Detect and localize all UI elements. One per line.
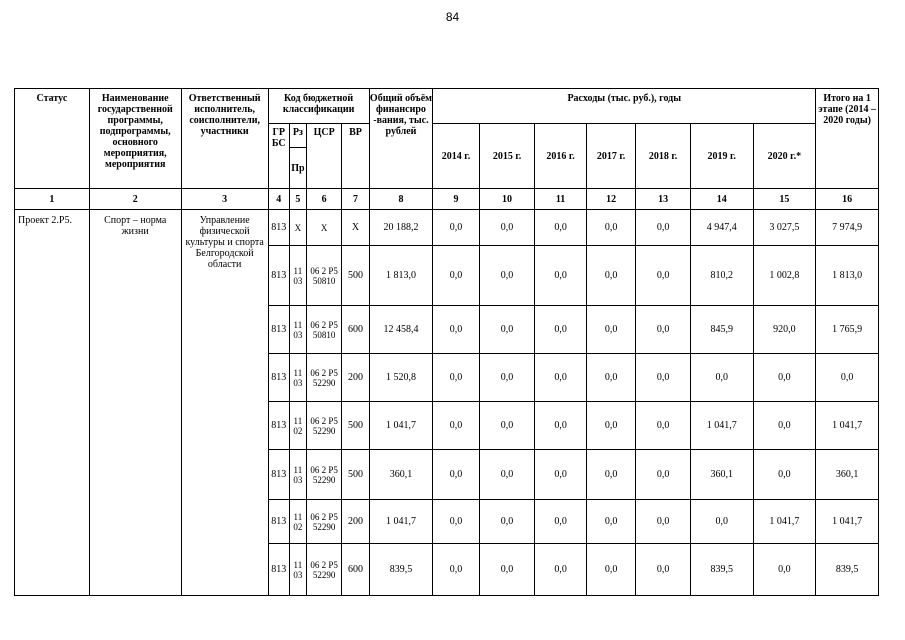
header-vr: ВР xyxy=(342,124,369,189)
cell-stage-total: 0,0 xyxy=(816,354,879,402)
cell-year-value: 0,0 xyxy=(535,500,587,544)
cell-rz-pr: 11 03 xyxy=(289,354,306,402)
header-csr: ЦСР xyxy=(306,124,341,189)
header-stage-total: Итого на 1 этапе (2014 – 2020 годы) xyxy=(816,89,879,189)
cell-year-value: 0,0 xyxy=(753,354,816,402)
cell-year-value: 0,0 xyxy=(636,246,691,306)
cell-year-value: 845,9 xyxy=(690,306,753,354)
cell-total: 1 520,8 xyxy=(369,354,433,402)
cell-year-value: 0,0 xyxy=(479,306,535,354)
cell-grbs: 813 xyxy=(268,246,289,306)
col-number: 10 xyxy=(479,189,535,210)
cell-year-value: 0,0 xyxy=(479,450,535,500)
cell-year-value: 0,0 xyxy=(433,544,479,596)
cell-year-value: 0,0 xyxy=(479,402,535,450)
col-number: 3 xyxy=(181,189,268,210)
cell-year-value: 0,0 xyxy=(535,306,587,354)
cell-total: 20 188,2 xyxy=(369,210,433,246)
col-number: 16 xyxy=(816,189,879,210)
col-number: 14 xyxy=(690,189,753,210)
cell-csr: 06 2 Р5 52290 xyxy=(306,402,341,450)
header-year-2018: 2018 г. xyxy=(636,124,691,189)
column-numbers-row xyxy=(15,189,879,210)
cell-year-value: 0,0 xyxy=(433,210,479,246)
cell-csr: 06 2 Р5 50810 xyxy=(306,306,341,354)
col-number: 1 xyxy=(15,189,90,210)
cell-rz-pr: 11 03 xyxy=(289,544,306,596)
cell-year-value: 0,0 xyxy=(690,500,753,544)
header-responsible: Ответственный исполнитель, соисполнители, участники xyxy=(181,89,268,189)
cell-vr: 500 xyxy=(342,450,369,500)
col-number: 7 xyxy=(342,189,369,210)
cell-stage-total: 1 813,0 xyxy=(816,246,879,306)
col-number: 6 xyxy=(306,189,341,210)
cell-year-value: 0,0 xyxy=(636,402,691,450)
cell-grbs: 813 xyxy=(268,354,289,402)
cell-csr: 06 2 Р5 52290 xyxy=(306,354,341,402)
cell-rz-pr: 11 03 xyxy=(289,306,306,354)
col-number: 5 xyxy=(289,189,306,210)
table-body xyxy=(15,210,879,596)
cell-csr: Х xyxy=(306,210,341,246)
cell-year-value: 0,0 xyxy=(586,544,636,596)
cell-total: 1 041,7 xyxy=(369,402,433,450)
col-number: 11 xyxy=(535,189,587,210)
budget-table xyxy=(14,88,879,596)
cell-grbs: 813 xyxy=(268,500,289,544)
cell-grbs: 813 xyxy=(268,210,289,246)
cell-year-value: 0,0 xyxy=(535,210,587,246)
cell-vr: 500 xyxy=(342,246,369,306)
page-number: 84 xyxy=(445,10,460,24)
cell-year-value: 0,0 xyxy=(586,402,636,450)
cell-year-value: 0,0 xyxy=(479,210,535,246)
cell-csr: 06 2 Р5 50810 xyxy=(306,246,341,306)
cell-year-value: 0,0 xyxy=(433,500,479,544)
header-status: Статус xyxy=(15,89,90,189)
col-number: 8 xyxy=(369,189,433,210)
cell-year-value: 3 027,5 xyxy=(753,210,816,246)
header-total: Общий объём финансиро -вания, тыс. рублей xyxy=(369,89,433,189)
cell-total: 1 041,7 xyxy=(369,500,433,544)
cell-stage-total: 360,1 xyxy=(816,450,879,500)
header-year-2017: 2017 г. xyxy=(586,124,636,189)
col-number: 15 xyxy=(753,189,816,210)
cell-stage-total: 1 041,7 xyxy=(816,500,879,544)
cell-year-value: 0,0 xyxy=(479,544,535,596)
cell-year-value: 0,0 xyxy=(586,354,636,402)
cell-year-value: 0,0 xyxy=(586,210,636,246)
cell-stage-total: 1 041,7 xyxy=(816,402,879,450)
cell-year-value: 0,0 xyxy=(433,450,479,500)
cell-year-value: 0,0 xyxy=(433,306,479,354)
cell-vr: 500 xyxy=(342,402,369,450)
cell-year-value: 0,0 xyxy=(586,450,636,500)
cell-grbs: 813 xyxy=(268,306,289,354)
col-number: 2 xyxy=(89,189,181,210)
cell-year-value: 0,0 xyxy=(535,354,587,402)
header-rz: Рз xyxy=(289,124,306,148)
cell-year-value: 0,0 xyxy=(636,450,691,500)
cell-year-value: 1 041,7 xyxy=(690,402,753,450)
cell-year-value: 0,0 xyxy=(535,402,587,450)
cell-grbs: 813 xyxy=(268,450,289,500)
header-expenses: Расходы (тыс. руб.), годы xyxy=(433,89,816,124)
cell-year-value: 0,0 xyxy=(479,500,535,544)
cell-rz-pr: 11 02 xyxy=(289,402,306,450)
cell-year-value: 0,0 xyxy=(636,210,691,246)
cell-year-value: 920,0 xyxy=(753,306,816,354)
cell-year-value: 0,0 xyxy=(479,354,535,402)
header-grbs: ГР БС xyxy=(268,124,289,189)
cell-year-value: 0,0 xyxy=(535,450,587,500)
project-responsible: Управление физической культуры и спорта Белгородской области xyxy=(181,210,268,596)
cell-year-value: 0,0 xyxy=(753,450,816,500)
cell-grbs: 813 xyxy=(268,544,289,596)
cell-total: 839,5 xyxy=(369,544,433,596)
cell-grbs: 813 xyxy=(268,402,289,450)
cell-vr: 200 xyxy=(342,354,369,402)
cell-rz-pr: 11 03 xyxy=(289,450,306,500)
cell-year-value: 0,0 xyxy=(753,402,816,450)
header-year-2015: 2015 г. xyxy=(479,124,535,189)
cell-csr: 06 2 Р5 52290 xyxy=(306,450,341,500)
cell-year-value: 839,5 xyxy=(690,544,753,596)
header-name: Наименование государственной программы, подпрограммы, основного мероприятия, мероприятия xyxy=(89,89,181,189)
cell-vr: 600 xyxy=(342,306,369,354)
cell-total: 360,1 xyxy=(369,450,433,500)
header-year-2020: 2020 г.* xyxy=(753,124,816,189)
col-number: 13 xyxy=(636,189,691,210)
header-pr: Пр xyxy=(289,148,306,189)
cell-year-value: 4 947,4 xyxy=(690,210,753,246)
cell-year-value: 1 002,8 xyxy=(753,246,816,306)
cell-total: 1 813,0 xyxy=(369,246,433,306)
col-number: 12 xyxy=(586,189,636,210)
cell-year-value: 0,0 xyxy=(535,246,587,306)
table-row xyxy=(15,210,879,246)
project-name: Спорт – норма жизни xyxy=(89,210,181,596)
cell-stage-total: 839,5 xyxy=(816,544,879,596)
table-header xyxy=(15,89,879,189)
project-status: Проект 2.Р5. xyxy=(15,210,90,596)
cell-stage-total: 7 974,9 xyxy=(816,210,879,246)
cell-year-value: 0,0 xyxy=(433,246,479,306)
col-number: 4 xyxy=(268,189,289,210)
header-year-2016: 2016 г. xyxy=(535,124,587,189)
cell-stage-total: 1 765,9 xyxy=(816,306,879,354)
cell-vr: 600 xyxy=(342,544,369,596)
cell-year-value: 0,0 xyxy=(433,354,479,402)
cell-year-value: 0,0 xyxy=(636,500,691,544)
cell-vr: Х xyxy=(342,210,369,246)
cell-csr: 06 2 Р5 52290 xyxy=(306,544,341,596)
cell-year-value: 0,0 xyxy=(586,306,636,354)
cell-year-value: 0,0 xyxy=(690,354,753,402)
cell-year-value: 0,0 xyxy=(479,246,535,306)
cell-rz-pr: 11 02 xyxy=(289,500,306,544)
cell-rz-pr: Х xyxy=(289,210,306,246)
cell-total: 12 458,4 xyxy=(369,306,433,354)
header-budget-code: Код бюджетной классификации xyxy=(268,89,369,124)
header-year-2019: 2019 г. xyxy=(690,124,753,189)
cell-year-value: 0,0 xyxy=(586,500,636,544)
cell-year-value: 0,0 xyxy=(753,544,816,596)
cell-year-value: 810,2 xyxy=(690,246,753,306)
cell-year-value: 360,1 xyxy=(690,450,753,500)
cell-year-value: 0,0 xyxy=(586,246,636,306)
cell-year-value: 0,0 xyxy=(636,306,691,354)
cell-year-value: 0,0 xyxy=(636,544,691,596)
cell-year-value: 0,0 xyxy=(636,354,691,402)
col-number: 9 xyxy=(433,189,479,210)
cell-vr: 200 xyxy=(342,500,369,544)
cell-year-value: 1 041,7 xyxy=(753,500,816,544)
header-year-2014: 2014 г. xyxy=(433,124,479,189)
cell-csr: 06 2 Р5 52290 xyxy=(306,500,341,544)
cell-year-value: 0,0 xyxy=(433,402,479,450)
cell-rz-pr: 11 03 xyxy=(289,246,306,306)
cell-year-value: 0,0 xyxy=(535,544,587,596)
